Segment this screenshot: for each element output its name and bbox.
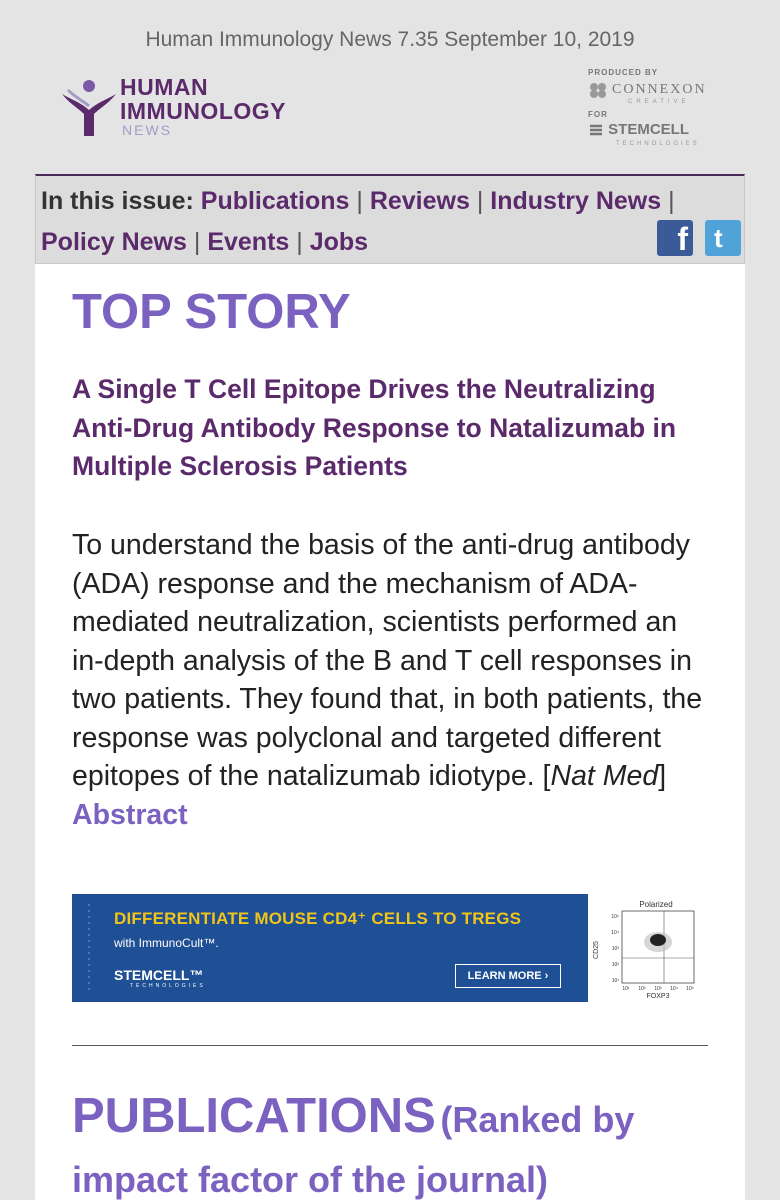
- nav-link-publications[interactable]: Publications: [200, 187, 350, 215]
- stemcell-sub-label: TECHNOLOGIES: [616, 141, 700, 147]
- nav-link-policy-news[interactable]: Policy News: [41, 228, 187, 256]
- nav-link-events[interactable]: Events: [207, 228, 290, 256]
- issue-header: Human Immunology News 7.35 September 10, 2019: [145, 28, 635, 51]
- plot-ytick: 10⁴: [611, 930, 619, 936]
- nav-separator: |: [476, 187, 484, 215]
- learn-more-button[interactable]: LEARN MORE ›: [455, 964, 561, 988]
- stemcell-banner-ad[interactable]: [72, 894, 708, 1002]
- journal-name: Nat Med: [550, 760, 659, 792]
- plot-ytick: 10³: [611, 946, 619, 952]
- publications-heading: [72, 1090, 712, 1200]
- sponsor-block: [588, 66, 738, 156]
- top-story-heading: TOP STORY: [72, 285, 351, 339]
- nav-separator: |: [668, 187, 675, 215]
- plot-x-ticks: [622, 986, 693, 992]
- logo-line-2: IMMUNOLOGY: [120, 98, 286, 124]
- ad-stemcell-logo: [114, 967, 206, 989]
- human-immunology-news-logo[interactable]: [58, 72, 328, 142]
- ad-brand: STEMCELL™: [114, 967, 204, 983]
- ad-dot-pattern: [86, 902, 92, 994]
- plot-xtick: 10⁴: [670, 986, 678, 992]
- connexon-sub-label: CREATIVE: [628, 99, 690, 105]
- logo-figure-icon: [58, 76, 120, 138]
- stemcell-logo[interactable]: [588, 121, 689, 138]
- stemcell-mark-icon: [588, 122, 604, 138]
- flow-plot-svg: [588, 894, 708, 1002]
- section-divider: [72, 1045, 708, 1046]
- plot-ytick: 10²: [611, 962, 619, 968]
- for-label: FOR: [588, 110, 608, 119]
- nav-separator: |: [356, 187, 363, 215]
- ad-flow-plot: [588, 894, 708, 1002]
- logo-line-1: HUMAN: [120, 74, 209, 100]
- publications-subtitle: (Ranked by impact factor of the journal): [72, 1099, 635, 1200]
- nav-separator: |: [193, 228, 201, 256]
- nav-link-reviews[interactable]: Reviews: [369, 187, 470, 215]
- facebook-icon[interactable]: [657, 220, 693, 256]
- connexon-logo[interactable]: [588, 82, 707, 98]
- plot-xlabel: FOXP3: [646, 993, 670, 1000]
- issue-navigation: [35, 174, 745, 264]
- ad-subtitle: with ImmunoCult™.: [114, 936, 219, 950]
- nav-link-industry-news[interactable]: Industry News: [490, 187, 662, 215]
- plot-population-core: [650, 934, 666, 946]
- ad-banner-panel: [72, 894, 588, 1002]
- top-story-body-text: To understand the basis of the anti-drug antibody (ADA) response and the mechanism of ADA-mediated neutralization, scientists performed an in-depth analysis of the B and T cell responses in two patients. They found that, in both patients, the response was polyclonal and targeted different epitopes of the natalizumab idiotype. [: [72, 529, 703, 792]
- plot-xtick: 10²: [638, 986, 646, 992]
- stemcell-label: STEMCELL: [608, 121, 690, 138]
- ad-brand-sub: TECHNOLOGIES: [130, 983, 206, 989]
- plot-y-ticks: [611, 914, 619, 984]
- produced-by-label: PRODUCED BY: [588, 68, 659, 77]
- logo-line-3: NEWS: [122, 122, 172, 138]
- plot-xtick: 10⁵: [686, 986, 694, 992]
- plot-title: Polarized: [639, 900, 673, 909]
- connexon-label: CONNEXON: [612, 82, 707, 98]
- plot-ylabel: CD25: [593, 941, 600, 959]
- connexon-flower-icon: [588, 82, 612, 98]
- abstract-link[interactable]: Abstract: [72, 798, 188, 831]
- publications-title: PUBLICATIONS: [72, 1089, 436, 1143]
- nav-prefix: In this issue:: [41, 187, 194, 215]
- twitter-glyph: t: [714, 223, 723, 253]
- nav-link-jobs[interactable]: Jobs: [309, 228, 369, 256]
- plot-ytick: 10¹: [611, 978, 619, 984]
- facebook-glyph: f: [677, 221, 688, 257]
- plot-ytick: 10⁵: [611, 914, 619, 920]
- ad-title: DIFFERENTIATE MOUSE CD4⁺ CELLS TO TREGS: [114, 909, 522, 928]
- plot-xtick: 10³: [654, 986, 662, 992]
- plot-xtick: 10¹: [622, 986, 630, 992]
- nav-separator: |: [296, 228, 303, 256]
- twitter-icon[interactable]: [705, 220, 741, 256]
- bracket-close: ]: [658, 760, 667, 792]
- main-content: [35, 264, 745, 1200]
- top-story-body: [72, 526, 712, 834]
- top-story-headline-link[interactable]: A Single T Cell Epitope Drives the Neutralizing Anti-Drug Antibody Response to Natalizumab in Multiple Sclerosis Patients: [72, 374, 677, 481]
